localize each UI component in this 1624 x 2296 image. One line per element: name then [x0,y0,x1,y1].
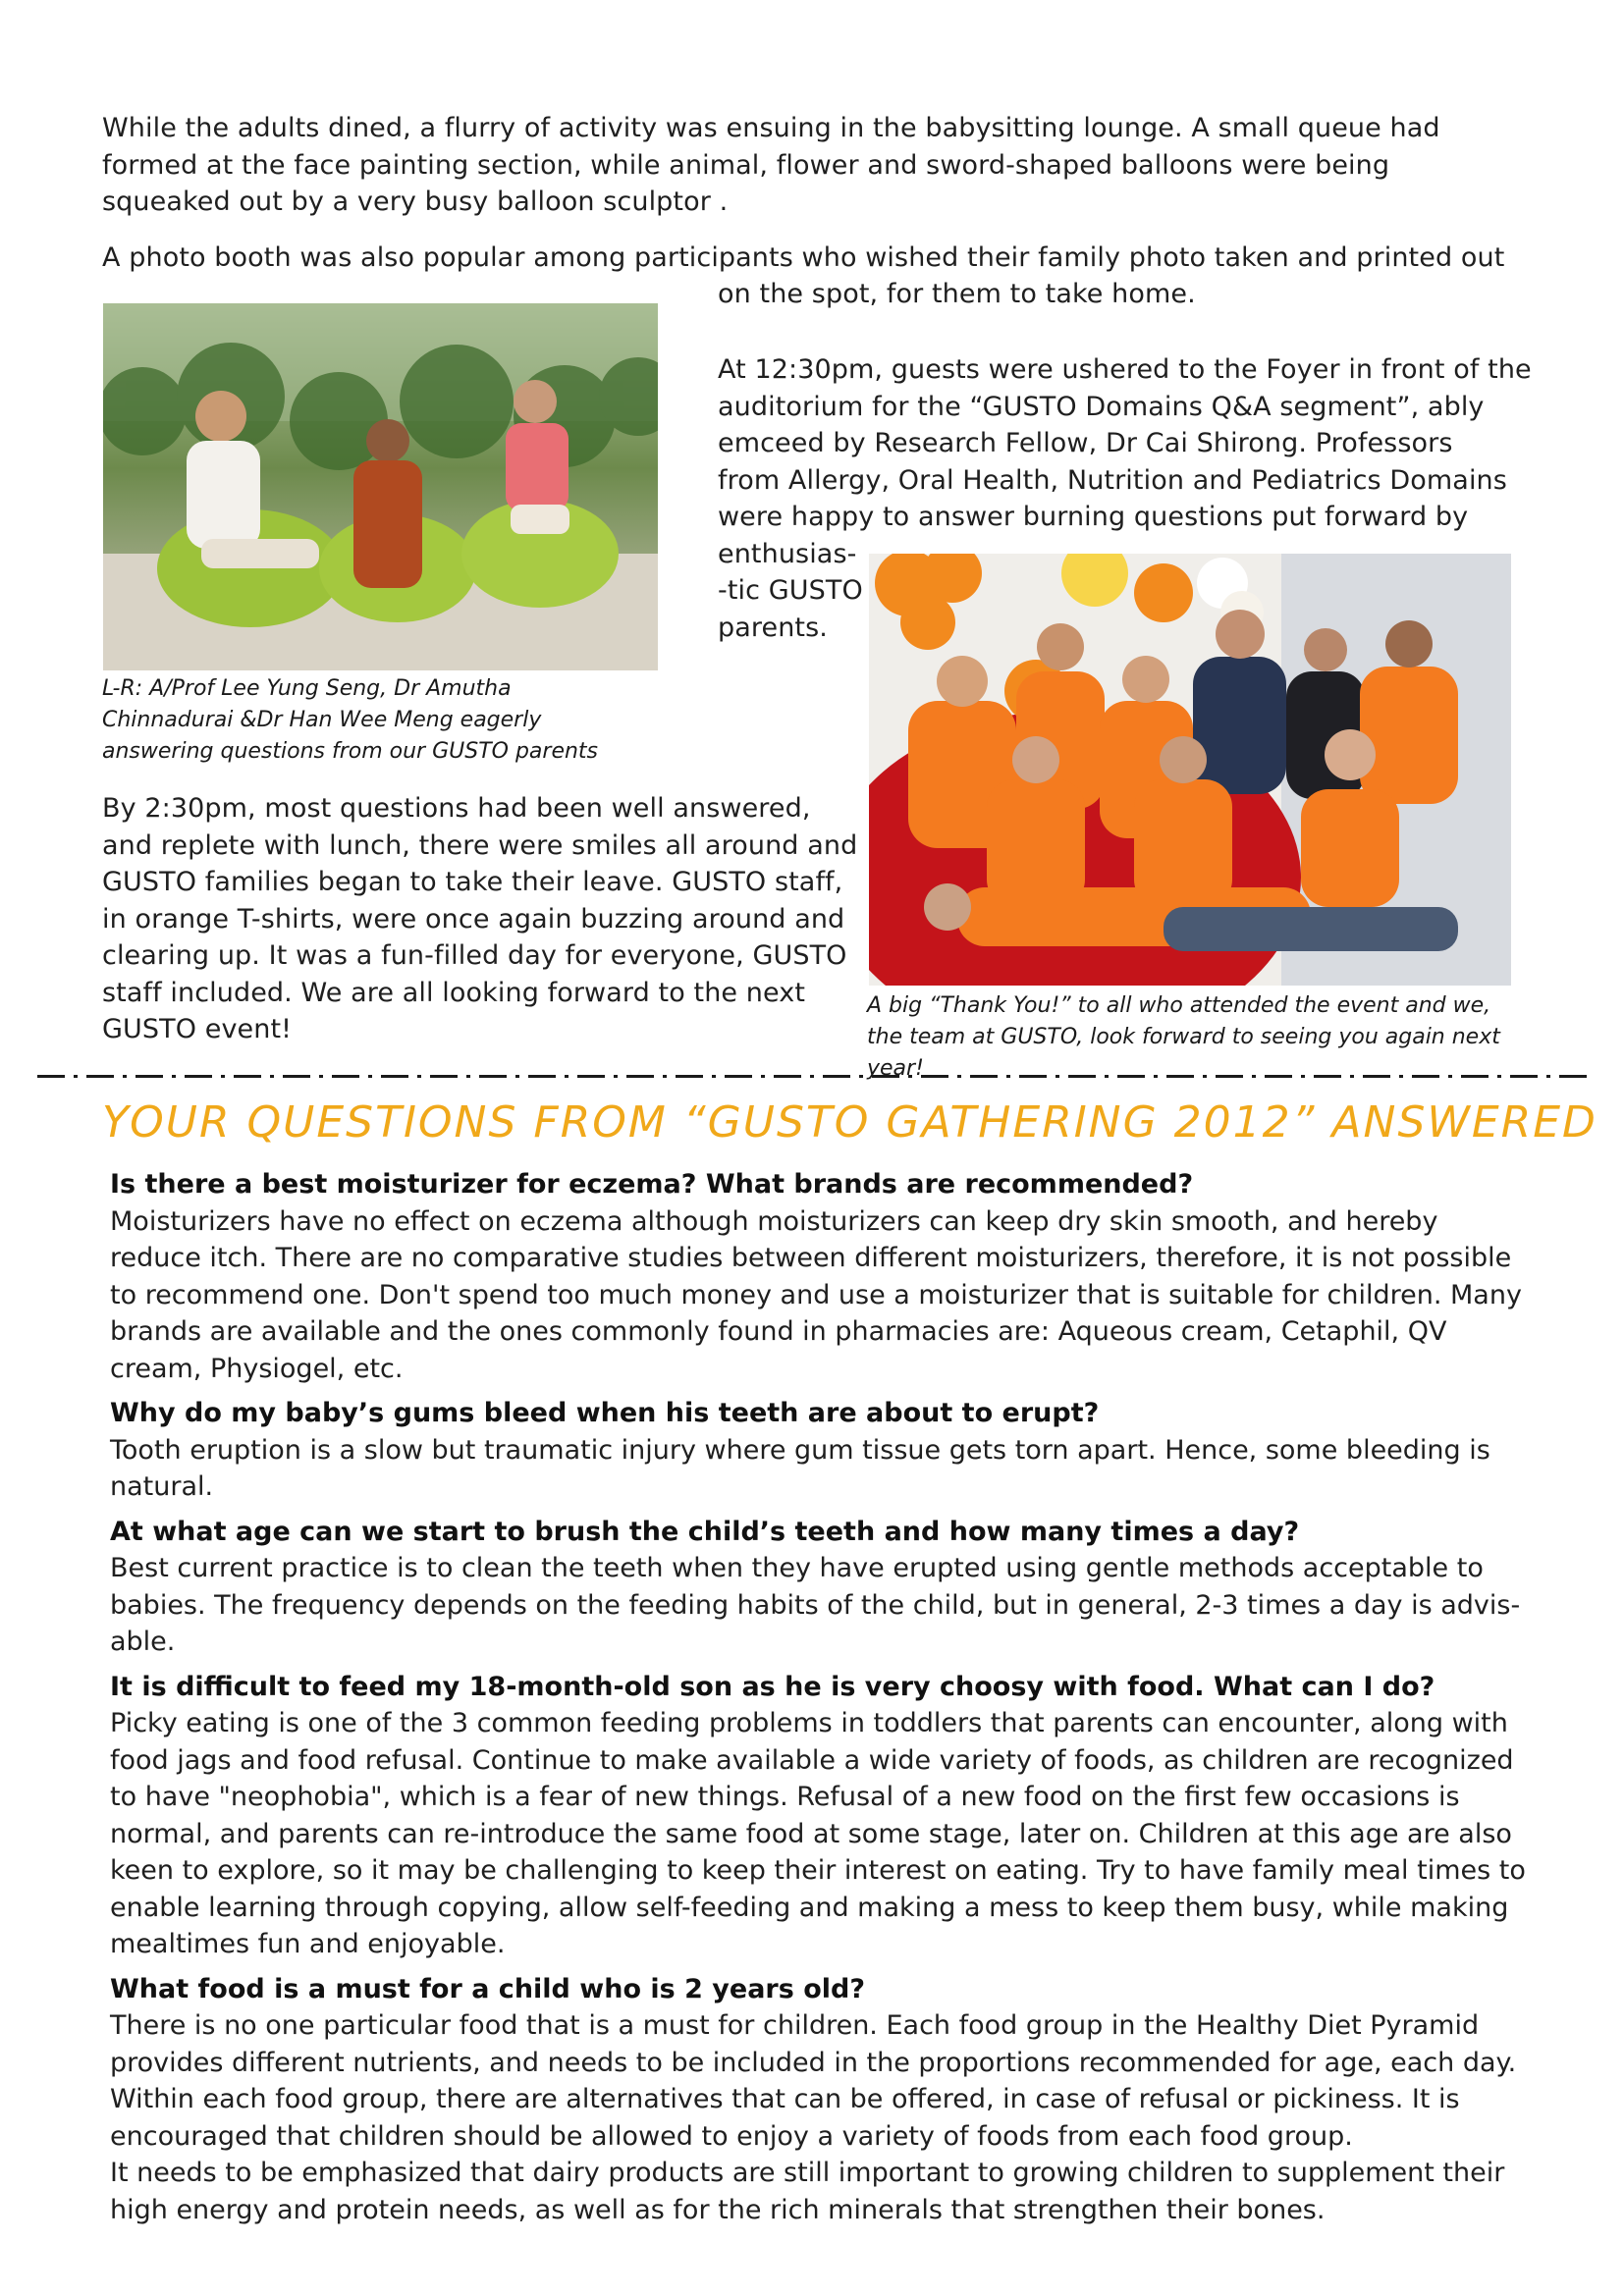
faq-question: Why do my baby’s gums bleed when his teeth are about to erupt? [110,1398,1100,1428]
panel-photo-caption: L-R: A/Prof Lee Yung Seng, Dr Amutha Chinnadurai &Dr Han Wee Meng eagerly answering questions from our GUSTO parents [102,676,599,764]
divider-line [37,1075,1591,1078]
panel-discussion-photo [103,303,658,670]
faq-answer: Picky eating is one of the 3 common feeding problems in toddlers that parents can encounter, along with food jags and food refusal. Continue to make available a wide variety of foods, as children are recognized to have "neophobia", which is a fear of new things. Refusal of a new food on the first few occasions is normal, and parents can re-introduce the same food at some stage, later on. Children at this age are also keen to explore, so it may be challenging to keep their interest on eating. Try to have family meal times to enable learning through copying, allow self-feeding and making a mess to keep them busy, while making mealtimes fun and enjoyable. [110,1708,1526,1959]
team-photo [869,554,1511,986]
faq-question: Is there a best moisturizer for eczema? What brands are recommended? [110,1169,1194,1200]
intro-paragraph-2-line-1: A photo booth was also popular among participants who wished their family photo taken and printed out [102,242,1505,273]
qa-line: were happy to answer burning questions put forward by [718,502,1469,532]
faq-list [110,1166,1534,2236]
faq-answer: Best current practice is to clean the teeth when they have erupted using gentle methods acceptable to babies. The frequency depends on the feeding habits of the child, but in general, 2-3 times a day is advis-able. [110,1553,1521,1657]
dash-dot-divider [37,1063,1591,1066]
faq-section-heading: YOUR QUESTIONS FROM “GUSTO GATHERING 2012” ANSWERED [102,1097,1597,1148]
qa-line: parents. [718,612,828,643]
faq-question: What food is a must for a child who is 2 years old? [110,1973,866,2004]
faq-question: At what age can we start to brush the child’s teeth and how many times a day? [110,1516,1300,1547]
qa-line: At 12:30pm, guests were ushered to the Foyer in front of the [718,354,1532,385]
team-photo-illustration [869,554,1511,986]
faq-item [110,1669,1534,1963]
intro-paragraph-2-line-2: on the spot, for them to take home. [718,279,1196,309]
faq-answer: Tooth eruption is a slow but traumatic injury where gum tissue gets torn apart. Hence, some bleeding is natural. [110,1434,1490,1502]
qa-line: -tic GUSTO [718,575,863,606]
faq-item [110,1166,1534,1387]
qa-line: emceed by Research Fellow, Dr Cai Shirong. Professors [718,428,1453,458]
intro-paragraph-1: While the adults dined, a flurry of activity was ensuing in the babysitting lounge. A small queue had formed at the face painting section, while animal, flower and sword-shaped balloons were being squeaked out by a very busy balloon sculptor . [102,113,1440,217]
team-photo-caption: A big “Thank You!” to all who attended the event and we, the team at GUSTO, look forward to seeing you again next year! [867,993,1500,1081]
faq-answer: Moisturizers have no effect on eczema although moisturizers can keep dry skin smooth, and hereby reduce itch. There are no comparative studies between different moisturizers, therefore, it is not possible to recommend one. Don't spend too much money and use a moisturizer that is suitable for children. Many brands are available and the ones commonly found in pharmacies are: Aqueous cream, Cetaphil, QV cream, Physiogel, etc. [110,1205,1522,1384]
qa-line: enthusias- [718,538,857,569]
qa-line: from Allergy, Oral Health, Nutrition and Pediatrics Domains [718,464,1507,496]
qa-line: auditorium for the “GUSTO Domains Q&A segment”, ably [718,391,1485,422]
faq-answer: There is no one particular food that is a must for children. Each food group in the Healthy Diet Pyramid provides different nutrients, and needs to be included in the proportions recommended for age, each day. Within each food group, there are alternatives that can be offered, in case of refusal or pickiness. It is encouraged that children should be allowed to enjoy a variety of foods from each food group. [110,2010,1517,2152]
faq-question: It is difficult to feed my 18-month-old son as he is very choosy with food. What can I do? [110,1671,1435,1702]
faq-item [110,1514,1534,1661]
panel-discussion-illustration [103,303,658,670]
faq-answer-continued: It needs to be emphasized that dairy products are still important to growing children to supplement their high energy and protein needs, as well as for the rich minerals that strengthen their bones. [110,2158,1505,2225]
faq-item [110,1395,1534,1506]
closing-paragraph: By 2:30pm, most questions had been well answered, and replete with lunch, there were smiles all around and GUSTO families began to take their leave. GUSTO staff, in orange T-shirts, were once again buzzing around and clearing up. It was a fun-filled day for everyone, GUSTO staff included. We are all looking forward to the next GUSTO event! [102,793,858,1044]
faq-item [110,1971,1534,2229]
